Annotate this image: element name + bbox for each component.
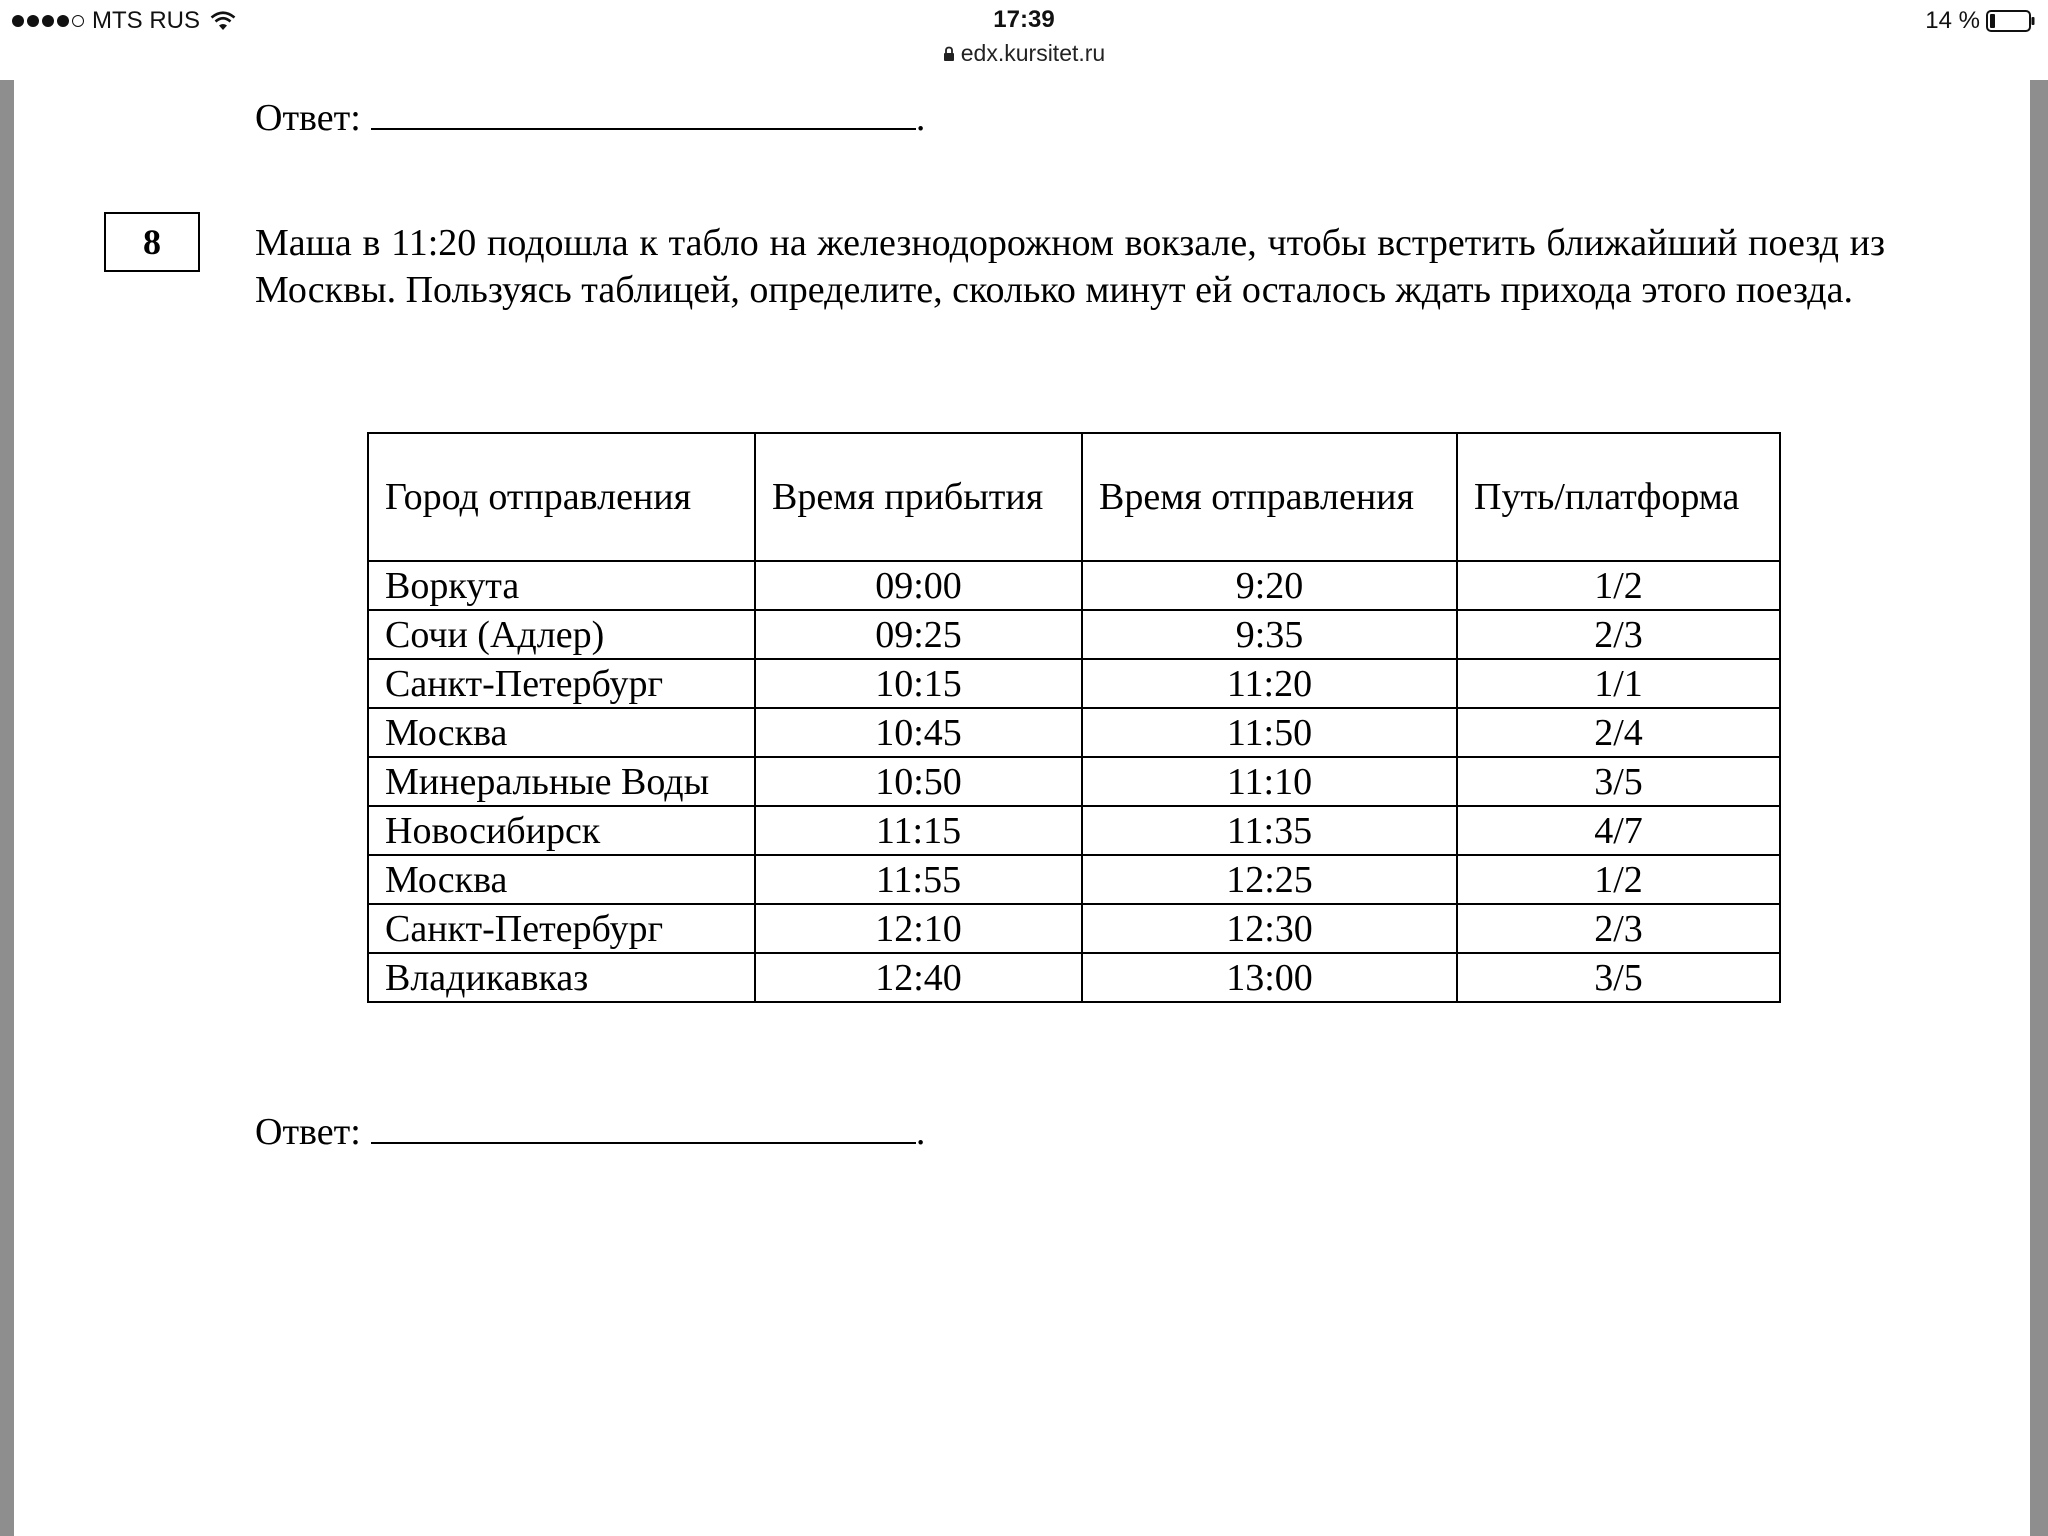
url-text: edx.kursitet.ru: [960, 40, 1106, 66]
cell-departure: 11:10: [1082, 757, 1457, 806]
table-row: [368, 904, 1780, 953]
table-row: [368, 757, 1780, 806]
cell-platform: 1/1: [1457, 659, 1780, 708]
header-departure: Время отправления: [1082, 433, 1457, 561]
cell-departure: 11:35: [1082, 806, 1457, 855]
cell-city: Сочи (Адлер): [368, 610, 755, 659]
cell-city: Москва: [368, 855, 755, 904]
cell-platform: 2/3: [1457, 904, 1780, 953]
table-row: [368, 806, 1780, 855]
cell-arrival: 10:50: [755, 757, 1082, 806]
table-row: [368, 659, 1780, 708]
cell-departure: 13:00: [1082, 953, 1457, 1002]
cell-city: Санкт-Петербург: [368, 904, 755, 953]
answer-blank[interactable]: [371, 98, 916, 130]
carrier-name: MTS RUS: [92, 7, 200, 34]
cell-arrival: 12:40: [755, 953, 1082, 1002]
cell-city: Минеральные Воды: [368, 757, 755, 806]
cell-arrival: 10:15: [755, 659, 1082, 708]
table-row: [368, 561, 1780, 610]
address-bar[interactable]: [0, 40, 2048, 67]
answer-line-top: [255, 96, 925, 140]
table-row: [368, 855, 1780, 904]
cell-city: Москва: [368, 708, 755, 757]
lock-icon: [943, 46, 955, 62]
cell-departure: 9:35: [1082, 610, 1457, 659]
status-right: [1925, 6, 2036, 36]
page-gutter-right: [2030, 80, 2048, 1536]
battery-icon: [1986, 10, 2036, 32]
status-bar: [0, 0, 2048, 80]
answer-line-bottom: [255, 1110, 925, 1154]
cell-arrival: 09:00: [755, 561, 1082, 610]
cell-departure: 12:25: [1082, 855, 1457, 904]
cell-arrival: 10:45: [755, 708, 1082, 757]
answer-period: .: [915, 1111, 926, 1153]
cell-platform: 2/3: [1457, 610, 1780, 659]
cell-arrival: 11:55: [755, 855, 1082, 904]
cell-departure: 9:20: [1082, 561, 1457, 610]
cell-platform: 1/2: [1457, 855, 1780, 904]
table-row: [368, 708, 1780, 757]
cell-platform: 3/5: [1457, 953, 1780, 1002]
cell-city: Владикавказ: [368, 953, 755, 1002]
cell-arrival: 11:15: [755, 806, 1082, 855]
cell-departure: 11:50: [1082, 708, 1457, 757]
cell-platform: 1/2: [1457, 561, 1780, 610]
battery-percent: 14 %: [1925, 7, 1980, 34]
task-number-box: 8: [104, 212, 200, 272]
header-platform: Путь/платформа: [1457, 433, 1780, 561]
answer-blank[interactable]: [371, 1112, 916, 1144]
header-arrival: Время прибытия: [755, 433, 1082, 561]
header-city: Город отправления: [368, 433, 755, 561]
cell-departure: 12:30: [1082, 904, 1457, 953]
table-row: [368, 610, 1780, 659]
cell-arrival: 09:25: [755, 610, 1082, 659]
cell-departure: 11:20: [1082, 659, 1457, 708]
cell-city: Новосибирск: [368, 806, 755, 855]
table-header-row: [368, 433, 1780, 561]
table-row: [368, 953, 1780, 1002]
answer-label: Ответ:: [255, 1111, 361, 1153]
cell-city: Воркута: [368, 561, 755, 610]
train-schedule-table: [367, 432, 1781, 1003]
answer-period: .: [915, 97, 926, 139]
answer-label: Ответ:: [255, 97, 361, 139]
cell-platform: 2/4: [1457, 708, 1780, 757]
task-text: Маша в 11:20 подошла к табло на железнодорожном вокзале, чтобы встретить ближайший поезд из Москвы. Пользуясь таблицей, определите, сколько минут ей осталось ждать прихода этого поезда.: [255, 222, 1885, 311]
cell-platform: 3/5: [1457, 757, 1780, 806]
cell-city: Санкт-Петербург: [368, 659, 755, 708]
page-gutter-left: [0, 80, 14, 1536]
clock: 17:39: [993, 6, 1055, 33]
cell-arrival: 12:10: [755, 904, 1082, 953]
cell-platform: 4/7: [1457, 806, 1780, 855]
